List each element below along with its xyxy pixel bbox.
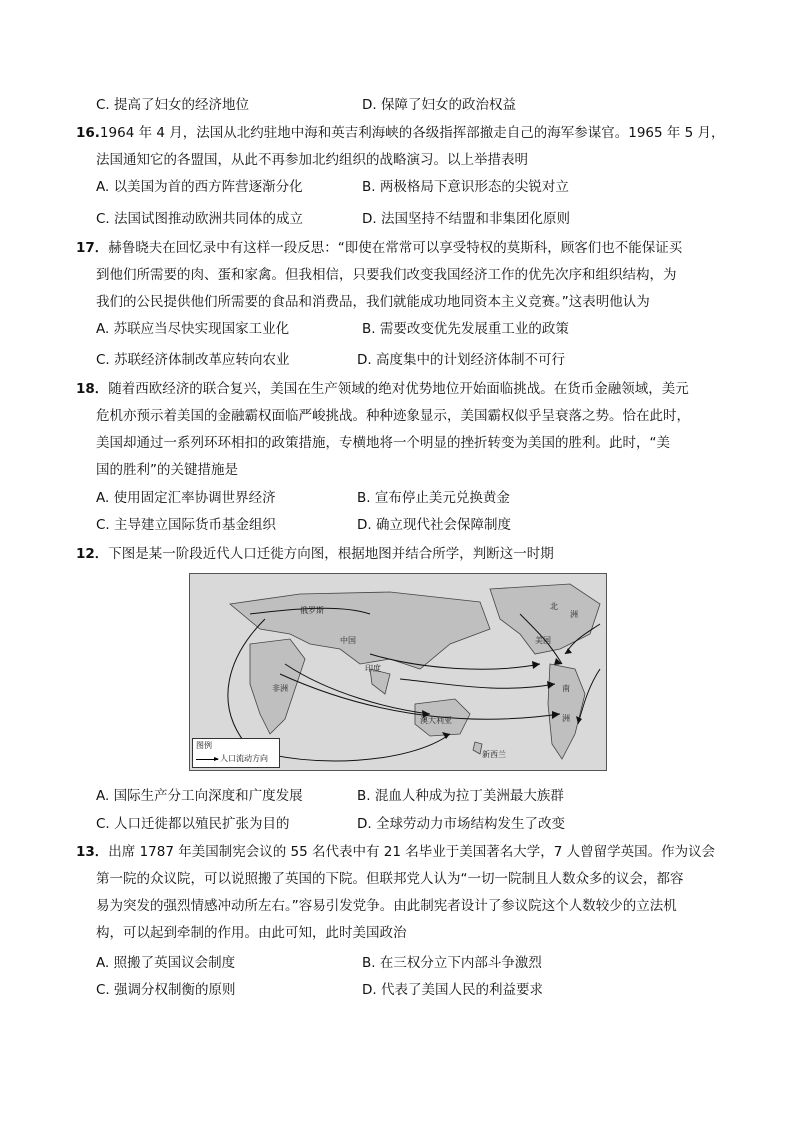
q18-stem-line2: 危机亦预示着美国的金融霸权面临严峻挑战。种种迹象显示，美国霸权似乎呈衰落之势。恰在此时， — [96, 408, 690, 424]
q17-option-b: B. 需要改变优先发展重工业的政策 — [362, 321, 569, 337]
q12-text: 下图是某一阶段近代人口迁徙方向图，根据地图并结合所学，判断这一时期 — [108, 546, 554, 562]
q18-option-d: D. 确立现代社会保障制度 — [357, 517, 511, 533]
q13-text: 出席 1787 年美国制宪会议的 55 名代表中有 21 名毕业于美国著名大学，7 人曾留学英国。作为议会 — [108, 844, 716, 860]
q16-option-c: C. 法国试图推动欧洲共同体的成立 — [96, 211, 304, 227]
q18-option-b: B. 宣布停止美元兑换黄金 — [357, 490, 510, 506]
q18-stem-line4: 国的胜利”的关键措施是 — [96, 462, 238, 478]
q18-stem-line1 — [76, 380, 689, 398]
q13-option-b: B. 在三权分立下内部斗争激烈 — [362, 955, 542, 971]
arrow-icon — [196, 759, 218, 760]
q17-option-a: A. 苏联应当尽快实现国家工业化 — [96, 321, 290, 337]
map-label-north: 北 — [550, 602, 558, 611]
q13-option-d: D. 代表了美国人民的利益要求 — [362, 982, 543, 998]
legend-item — [196, 754, 276, 764]
q18-stem-line3: 美国却通过一系列环环相扣的政策措施，专横地将一个明显的挫折转变为美国的胜利。此时，“美 — [96, 435, 670, 451]
q13-option-a: A. 照搬了英国议会制度 — [96, 955, 236, 971]
q18-option-a: A. 使用固定汇率协调世界经济 — [96, 490, 276, 506]
q18-option-c: C. 主导建立国际货币基金组织 — [96, 517, 277, 533]
q13-stem-line1 — [76, 843, 715, 861]
q15-option-c: C. 提高了妇女的经济地位 — [96, 97, 250, 113]
q13-number: 13． — [76, 844, 109, 860]
map-label-usa: 美国 — [535, 636, 551, 645]
q17-option-d: D. 高度集中的计划经济体制不可行 — [357, 352, 565, 368]
q12-option-d: D. 全球劳动力市场结构发生了改变 — [357, 816, 565, 832]
map-label-australia: 澳大利亚 — [420, 716, 452, 725]
q16-stem-line2: 法国通知它的各盟国，从此不再参加北约组织的战略演习。以上举措表明 — [96, 152, 528, 168]
q13-stem-line2: 第一院的众议院，可以说照搬了英国的下院。但联邦党人认为“一切一院制且人数众多的议会，都容 — [96, 871, 684, 887]
map-label-russia: 俄罗斯 — [300, 606, 324, 615]
q16-option-a: A. 以美国为首的西方阵营逐渐分化 — [96, 179, 303, 195]
q18-number: 18． — [76, 381, 109, 397]
q13-option-c: C. 强调分权制衡的原则 — [96, 982, 236, 998]
legend-item-label: 人口流动方向 — [220, 754, 268, 763]
q17-stem-line2: 到他们所需要的肉、蛋和家禽。但我相信，只要我们改变我国经济工作的优先次序和组织结构，为 — [96, 267, 677, 283]
q16-option-d: D. 法国坚持不结盟和非集团化原则 — [362, 211, 570, 227]
q12-option-b: B. 混血人种成为拉丁美洲最大族群 — [357, 788, 564, 804]
q16-stem-line1 — [76, 124, 725, 142]
map-label-new-zealand: 新西兰 — [482, 750, 506, 759]
q12-option-c: C. 人口迁徙都以殖民扩张为目的 — [96, 816, 290, 832]
legend-title: 图例 — [196, 741, 212, 750]
q18-text: 随着西欧经济的联合复兴，美国在生产领域的绝对优势地位开始面临挑战。在货币金融领域，美元 — [108, 381, 689, 397]
map-label-india: 印度 — [365, 664, 381, 673]
q12-stem-line1 — [76, 545, 554, 563]
q16-text: 1964 年 4 月，法国从北约驻地中海和英吉利海峡的各级指挥部撤走自己的海军参谋官。1965 年 5 月， — [99, 125, 725, 141]
map-label-continent-1: 洲 — [570, 610, 578, 619]
migration-map — [189, 573, 607, 771]
map-label-africa: 非洲 — [272, 684, 288, 693]
q17-stem-line3: 我们的公民提供他们所需要的食品和消费品，我们就能成功地同资本主义竞赛。”这表明他认为 — [96, 294, 650, 310]
q13-stem-line4: 构，可以起到牵制的作用。由此可知，此时美国政治 — [96, 925, 407, 941]
q16-option-b: B. 两极格局下意识形态的尖锐对立 — [362, 179, 569, 195]
q17-number: 17． — [76, 240, 109, 256]
q17-text: 赫鲁晓夫在回忆录中有这样一段反思：“即使在常常可以享受特权的莫斯科，顾客们也不能保证买 — [108, 240, 683, 256]
q15-option-d: D. 保障了妇女的政治权益 — [362, 97, 516, 113]
map-legend — [192, 738, 280, 768]
q13-stem-line3: 易为突发的强烈情感冲动所左右。”容易引发党争。由此制宪者设计了参议院这个人数较少的立法机 — [96, 898, 677, 914]
map-label-south: 南 — [562, 684, 570, 693]
q17-option-c: C. 苏联经济体制改革应转向农业 — [96, 352, 290, 368]
map-label-china: 中国 — [340, 636, 356, 645]
q16-number: 16. — [76, 125, 100, 141]
map-label-continent-2: 洲 — [562, 714, 570, 723]
q17-stem-line1 — [76, 239, 682, 257]
q12-option-a: A. 国际生产分工向深度和广度发展 — [96, 788, 303, 804]
q12-number: 12． — [76, 546, 109, 562]
